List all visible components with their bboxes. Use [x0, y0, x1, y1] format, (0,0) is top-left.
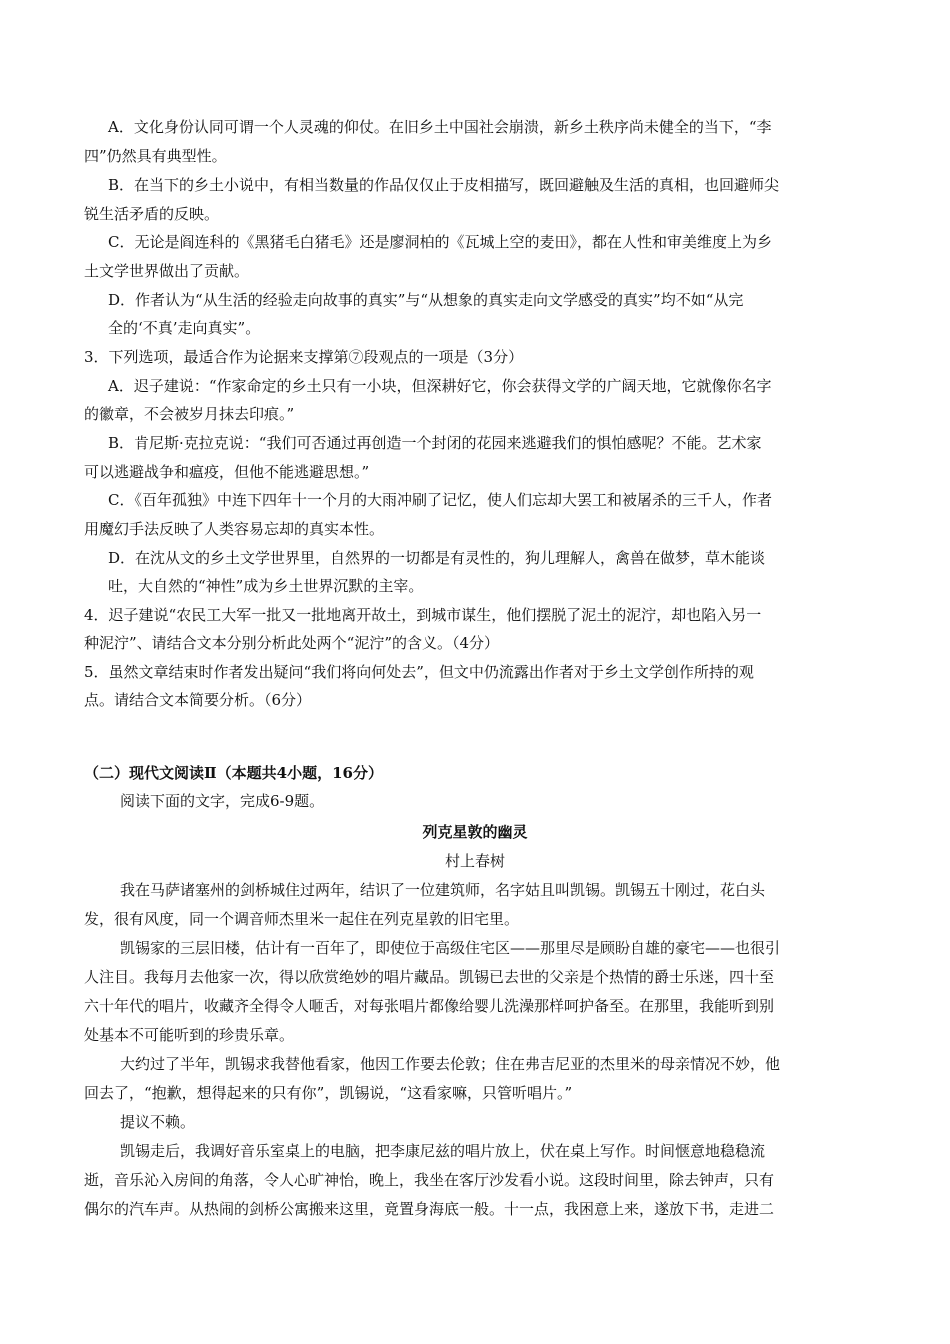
passage-title: 列克星敦的幽灵: [422, 823, 528, 841]
q4-line2: 种泥泞”、请结合文本分别分析此处两个“泥泞”的含义。（4分）: [84, 634, 500, 652]
para5-line1: 凯锡走后，我调好音乐室桌上的电脑，把李康尼兹的唱片放上，伏在桌上写作。时间惬意地稳稳流: [120, 1142, 766, 1160]
q2-option-a-line1: A．文化身份认同可谓一个人灵魂的仰仗。在旧乡土中国社会崩溃，新乡土秩序尚未健全的当下，“李: [108, 118, 772, 136]
section2-heading: （二）现代文阅读Ⅱ（本题共4小题，16分）: [84, 764, 383, 782]
q2-option-b-line1: B．在当下的乡土小说中，有相当数量的作品仅仅止于皮相描写，既回避触及生活的真相，也回避师尖: [108, 176, 780, 194]
q3-option-b-line2: 可以逃避战争和瘟疫，但他不能逃避思想。”: [84, 463, 370, 481]
q3-option-d-line1: D．在沈从文的乡土文学世界里，自然界的一切都是有灵性的，狗儿理解人，禽兽在做梦，草木能谈: [108, 549, 766, 567]
q3-option-a-line1: A．迟子建说：“作家命定的乡土只有一小块，但深耕好它，你会获得文学的广阔天地，它就像你名字: [108, 377, 772, 395]
q4-line1: 4．迟子建说“农民工大军一批又一批地离开故土，到城市谋生，他们摆脱了泥土的泥泞，却也陷入另一: [84, 606, 762, 624]
q3-option-c-line1: C．《百年孤独》中连下四年十一个月的大雨冲刷了记忆，使人们忘却大罢工和被屠杀的三千人，作者: [108, 491, 772, 509]
para1-line1: 我在马萨诸塞州的剑桥城住过两年，结识了一位建筑师，名字姑且叫凯锡。凯锡五十刚过，花白头: [120, 881, 766, 899]
para1-line2: 发，很有风度，同一个调音师杰里米一起住在列克星敦的旧宅里。: [84, 910, 520, 928]
para2-line4: 处基本不可能听到的珍贵乐章。: [84, 1026, 295, 1044]
q3-option-a-line2: 的徽章，不会被岁月抹去印痕。”: [84, 405, 295, 423]
para5-line3: 偶尔的汽车声。从热闹的剑桥公寓搬来这里，竟置身海底一般。十一点，我困意上来，遂放下书，走进二: [84, 1200, 775, 1218]
q3-option-b-line1: B．肯尼斯·克拉克说：“我们可否通过再创造一个封闭的花园来逃避我们的惧怕感呢？不能。艺术家: [108, 434, 762, 452]
q2-option-d-line2: 全的‘不真’走向真实”。: [108, 319, 261, 337]
para3-line1: 大约过了半年，凯锡求我替他看家，他因工作要去伦敦；住在弗吉尼亚的杰里米的母亲情况不妙，他: [120, 1055, 781, 1073]
q5-line2: 点。请结合文本简要分析。（6分）: [84, 691, 312, 709]
passage-author: 村上春树: [444, 852, 505, 870]
q2-option-c-line2: 土文学世界做出了贡献。: [84, 262, 250, 280]
q5-line1: 5．虽然文章结束时作者发出疑问“我们将向何处去”，但文中仍流露出作者对于乡土文学创作所持的观: [84, 663, 754, 681]
para5-line2: 逝，音乐沁入房间的角落，令人心旷神怡，晚上，我坐在客厅沙发看小说。这段时间里，除去钟声，只有: [84, 1171, 775, 1189]
section2-instruction: 阅读下面的文字，完成6-9题。: [120, 792, 325, 810]
q2-option-a-line2: 四”仍然具有典型性。: [84, 147, 227, 165]
para4: 提议不赖。: [120, 1113, 196, 1131]
para2-line2: 人注目。我每月去他家一次，得以欣赏绝妙的唱片藏品。凯锡已去世的父亲是个热情的爵士乐迷，四十至: [84, 968, 775, 986]
para2-line1: 凯锡家的三层旧楼，估计有一百年了，即使位于高级住宅区——那里尽是顾盼自雄的豪宅——也很引: [120, 939, 781, 957]
q3-option-d-line2: 吐，大自然的“神性”成为乡土世界沉默的主宰。: [108, 577, 424, 595]
q3-stem: 3．下列选项，最适合作为论据来支撑第⑦段观点的一项是（3分）: [84, 348, 524, 366]
para2-line3: 六十年代的唱片，收藏齐全得令人咂舌，对每张唱片都像给婴儿洗澡那样呵护备至。在那里，我能听到别: [84, 997, 775, 1015]
q2-option-b-line2: 锐生活矛盾的反映。: [84, 205, 220, 223]
q2-option-d-line1: D．作者认为“从生活的经验走向故事的真实”与“从想象的真实走向文学感受的真实”均不如“从完: [108, 291, 744, 309]
q3-option-c-line2: 用魔幻手法反映了人类容易忘却的真实本性。: [84, 520, 385, 538]
para3-line2: 回去了，“抱歉，想得起来的只有你”，凯锡说，“这看家嘛，只管听唱片。”: [84, 1084, 573, 1102]
q2-option-c-line1: C．无论是阎连科的《黑猪毛白猪毛》还是廖洞柏的《瓦城上空的麦田》，都在人性和审美维度上为乡: [108, 233, 772, 251]
